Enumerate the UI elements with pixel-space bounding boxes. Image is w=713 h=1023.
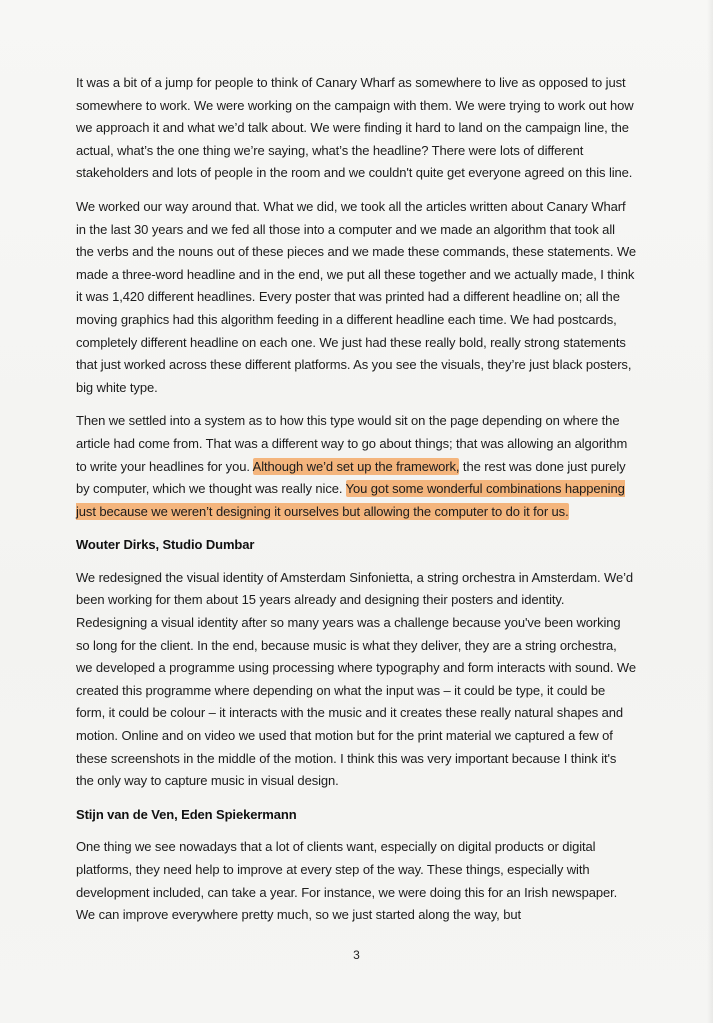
section-heading — [76, 534, 636, 557]
highlighted-text: You got some wonderful combinations happening just because we weren’t designing it ourselves but allowing the computer to do it for us. — [76, 481, 625, 519]
body-paragraph — [76, 72, 636, 185]
text-run: the rest was done just purely by computer, which we thought was really nice. — [76, 458, 626, 497]
text-run: Wouter Dirks, Studio Dumbar — [76, 537, 255, 553]
text-run: Stijn van de Ven, Eden Spiekermann — [76, 806, 297, 822]
text-run: We worked our way around that. What we did, we took all the articles written about Canary Wharf in the last 30 years and we fed all those into a computer and we made an algorithm that took all the verbs and the nouns out of these pieces and we made these commands, these statements. We made a three-word headline and in the end, we put all these together and we actually made, I think it was 1,420 different headlines. Every poster that was printed had a different headline on; all the moving graphics had this algorithm feeding in a different headline each time. We had postcards, completely different headline on each one. We just had these really bold, really strong statements that just worked across these different platforms. As you see the visuals, they’re just black posters, big white type. — [76, 198, 637, 395]
body-paragraph — [76, 836, 636, 926]
page-number: 3 — [353, 948, 360, 962]
text-run: Then we settled into a system as to how this type would sit on the page depending on where the article had come from. That was a different way to go about things; that was allowing an algorithm to write your headlines for you. — [76, 413, 628, 474]
body-paragraph — [76, 567, 636, 793]
body-paragraph — [76, 196, 636, 399]
section-heading — [76, 804, 636, 827]
text-run: We redesigned the visual identity of Amsterdam Sinfonietta, a string orchestra in Amsterdam. We’d been working for them about 15 years already and designing their posters and identity. Redesigning a visual identity after so many years was a challenge because you've been working so long for the client. In the end, because music is what they deliver, they are a string orchestra, we developed a programme using processing where typography and form interacts with sound. We created this programme where depending on what the input was – it could be type, it could be form, it could be colour – it interacts with the music and it creates these really natural shapes and motion. Online and on video we used that motion but for the print material we captured a few of these screenshots in the middle of the motion. I think this was very important because I think it's the only way to capture music in visual design. — [76, 569, 636, 789]
page-edge-shadow — [707, 0, 713, 1023]
text-run: One thing we see nowadays that a lot of clients want, especially on digital products or digital platforms, they need help to improve at every step of the way. These things, especially with development included, can take a year. For instance, we were doing this for an Irish newspaper. We can improve everywhere pretty much, so we just started along the way, but — [76, 839, 618, 923]
highlighted-text: Although we’d set up the framework, — [252, 458, 460, 474]
document-body — [76, 72, 636, 938]
body-paragraph — [76, 410, 636, 523]
text-run: It was a bit of a jump for people to think of Canary Wharf as somewhere to live as opposed to just somewhere to work. We were working on the campaign with them. We were trying to work out how we approach it and what we’d talk about. We were finding it hard to land on the campaign line, the actual, what’s the one thing we’re saying, what’s the headline? There were lots of different stakeholders and lots of people in the room and we couldn't quite get everyone agreed on this line. — [76, 75, 634, 181]
